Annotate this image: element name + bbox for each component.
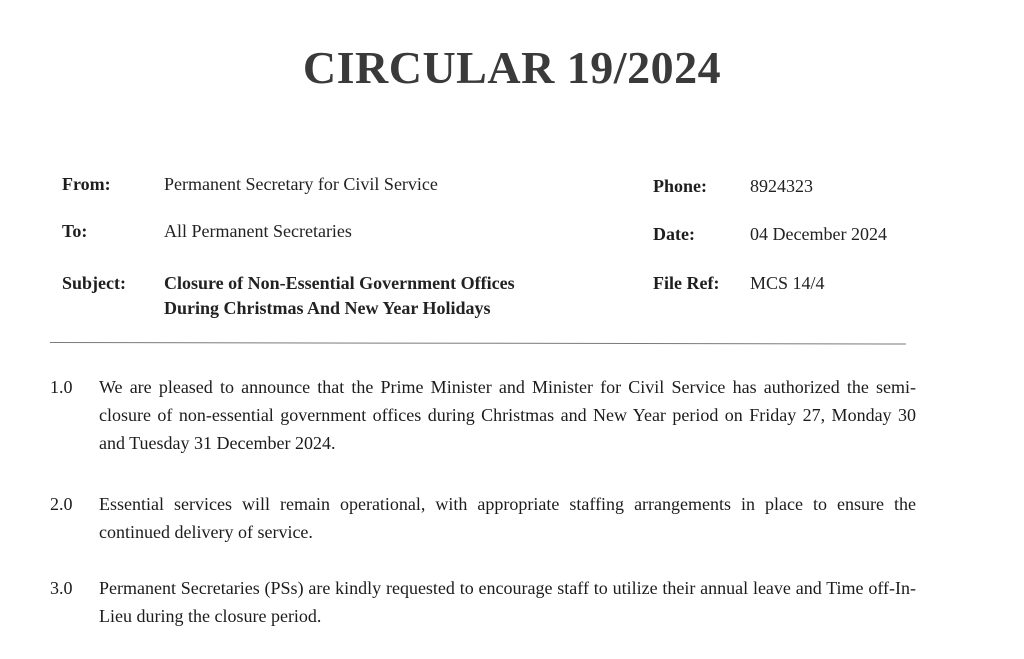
phone-value: 8924323 bbox=[750, 176, 813, 196]
to-label: To: bbox=[62, 221, 88, 241]
paragraph-2 bbox=[50, 490, 916, 546]
date-label: Date: bbox=[653, 224, 695, 244]
phone-label: Phone: bbox=[653, 176, 707, 196]
date-value: 04 December 2024 bbox=[750, 224, 887, 244]
subject-label: Subject: bbox=[62, 273, 126, 293]
subject-line-1: Closure of Non-Essential Government Offices bbox=[164, 273, 515, 293]
paragraph-text: We are pleased to announce that the Prime Minister and Minister for Civil Service has authorized the semi-closure of non-essential government offices during Christmas and New Year period on Friday 27, Monday 30 and Tuesday 31 December 2024. bbox=[99, 377, 916, 453]
to-value: All Permanent Secretaries bbox=[164, 221, 352, 241]
paragraph-number: 1.0 bbox=[50, 377, 73, 397]
paragraph-number: 2.0 bbox=[50, 494, 73, 514]
paragraph-3 bbox=[50, 574, 916, 630]
paragraph-1 bbox=[50, 373, 916, 457]
subject-line-2: During Christmas And New Year Holidays bbox=[164, 298, 491, 318]
file-ref-label: File Ref: bbox=[653, 273, 720, 293]
from-value: Permanent Secretary for Civil Service bbox=[164, 174, 438, 194]
paragraph-text: Permanent Secretaries (PSs) are kindly requested to encourage staff to utilize their annual leave and Time off-In-Lieu during the closure period. bbox=[99, 578, 916, 626]
from-label: From: bbox=[62, 174, 111, 194]
document-title: CIRCULAR 19/2024 bbox=[302, 42, 722, 93]
paragraph-number: 3.0 bbox=[50, 578, 73, 598]
file-ref-value: MCS 14/4 bbox=[750, 273, 825, 293]
header-divider bbox=[50, 342, 906, 344]
paragraph-text: Essential services will remain operational, with appropriate staffing arrangements in place to ensure the continued delivery of service. bbox=[99, 494, 916, 542]
